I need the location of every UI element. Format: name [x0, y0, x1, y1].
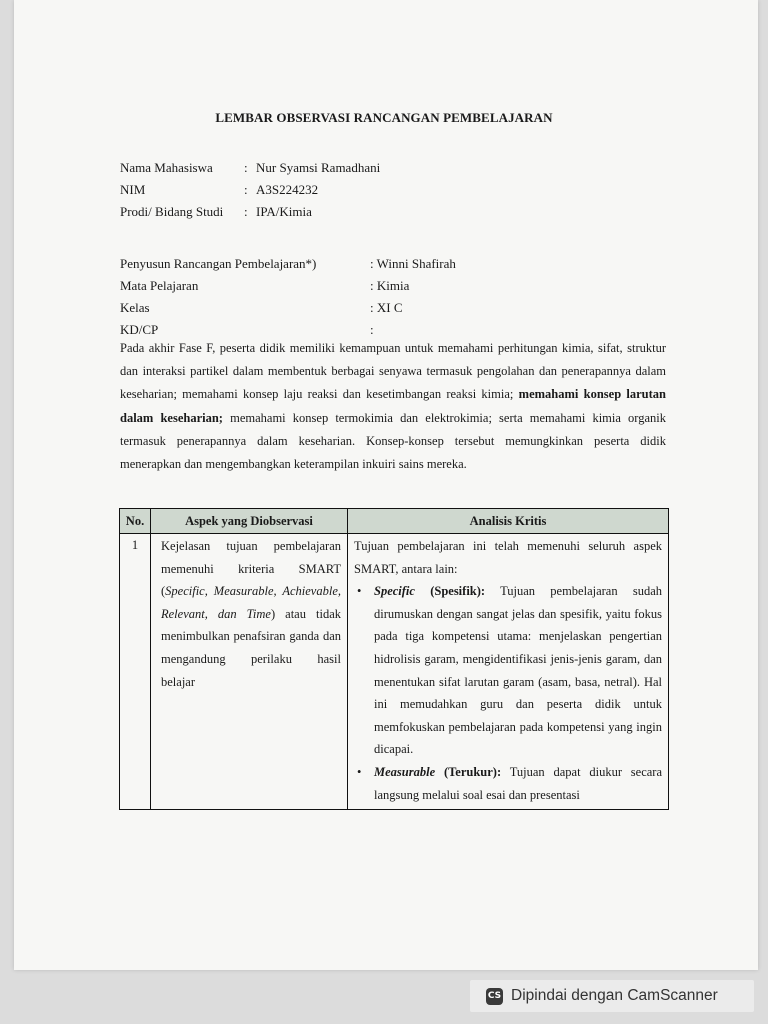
table-header-row	[120, 509, 669, 534]
observation-table	[119, 508, 669, 810]
identity-value: A3S224232	[256, 182, 319, 197]
camscanner-watermark	[470, 980, 754, 1012]
kdcp-paragraph: Pada akhir Fase F, peserta didik memiliki kemampuan untuk memahami perhitungan kimia, sifat, struktur dan interaksi partikel dalam membentuk berbagai senyawa termasuk pengolahan dan penerapannya dalam keseharian; memahami konsep laju reaksi dan kesetimbangan reaksi kimia; memahami konsep larutan dalam keseharian; memahami konsep termokimia dan elektrokimia; serta memahami kimia organik termasuk penerapannya dalam keseharian. Konsep-konsep tersebut memungkinkan peserta didik menerapkan dan mengembangkan keterampilan inkuiri sains mereka.	[120, 341, 667, 472]
smart-list	[354, 580, 662, 806]
document-page	[14, 0, 758, 970]
identity-label: Nama Mahasiswa	[120, 160, 213, 175]
plan-label: Kelas	[120, 300, 150, 315]
plan-value: :	[370, 322, 374, 337]
aspek-text: Kejelasan tujuan pembelajaran memenuhi kriteria SMART (Specific, Measurable, Achievable, Relevant, dan Time) atau tidak menimbulkan penafsiran ganda dan mengandung perilaku hasil belajar	[161, 539, 341, 689]
list-item: • Specific (Spesifik): Tujuan pembelajaran sudah dirumuskan dengan sangat jelas dan spesifik, yaitu fokus pada tiga kompetensi utama: menjelaskan pengertian hidrolisis garam, mengidentifikasi jenis-jenis garam, dan menentukan sifat larutan garam (asam, basa, netral). Hal ini memudahkan guru dan peserta didik untuk memfokuskan pembelajaran pada kompetensi yang ingin dicapai.	[374, 580, 662, 761]
analisis-text	[348, 534, 668, 806]
document-title: LEMBAR OBSERVASI RANCANGAN PEMBELAJARAN	[215, 110, 553, 125]
identity-value: Nur Syamsi Ramadhani	[256, 160, 381, 175]
identity-label: Prodi/ Bidang Studi	[120, 204, 224, 219]
row-aspek-cell	[151, 534, 348, 810]
identity-value: IPA/Kimia	[256, 204, 312, 219]
plan-label: Mata Pelajaran	[120, 278, 199, 293]
table-row	[120, 534, 669, 810]
plan-label: Penyusun Rancangan Pembelajaran*)	[120, 256, 317, 271]
row-analisis-cell	[348, 534, 669, 810]
plan-value: : Winni Shafirah	[370, 256, 456, 271]
row-number: 1	[120, 534, 151, 810]
list-item: • Measurable (Terukur): Tujuan dapat diukur secara langsung melalui soal esai dan presentasi	[374, 761, 662, 806]
plan-value: : XI C	[370, 300, 403, 315]
analisis-intro: Tujuan pembelajaran ini telah memenuhi seluruh aspek SMART, antara lain:	[354, 539, 662, 576]
header-aspek: Aspek yang Diobservasi	[151, 509, 348, 534]
header-no: No.	[120, 509, 151, 534]
plan-value: : Kimia	[370, 278, 410, 293]
kdcp-emphasis: memahami konsep larutan dalam keseharian;	[120, 387, 667, 425]
identity-label: NIM	[120, 182, 146, 197]
plan-label: KD/CP	[120, 322, 159, 337]
camscanner-label: Dipindai dengan CamScanner	[511, 987, 718, 1004]
header-analisis: Analisis Kritis	[348, 509, 669, 534]
camscanner-logo-icon: CS	[486, 988, 503, 1005]
